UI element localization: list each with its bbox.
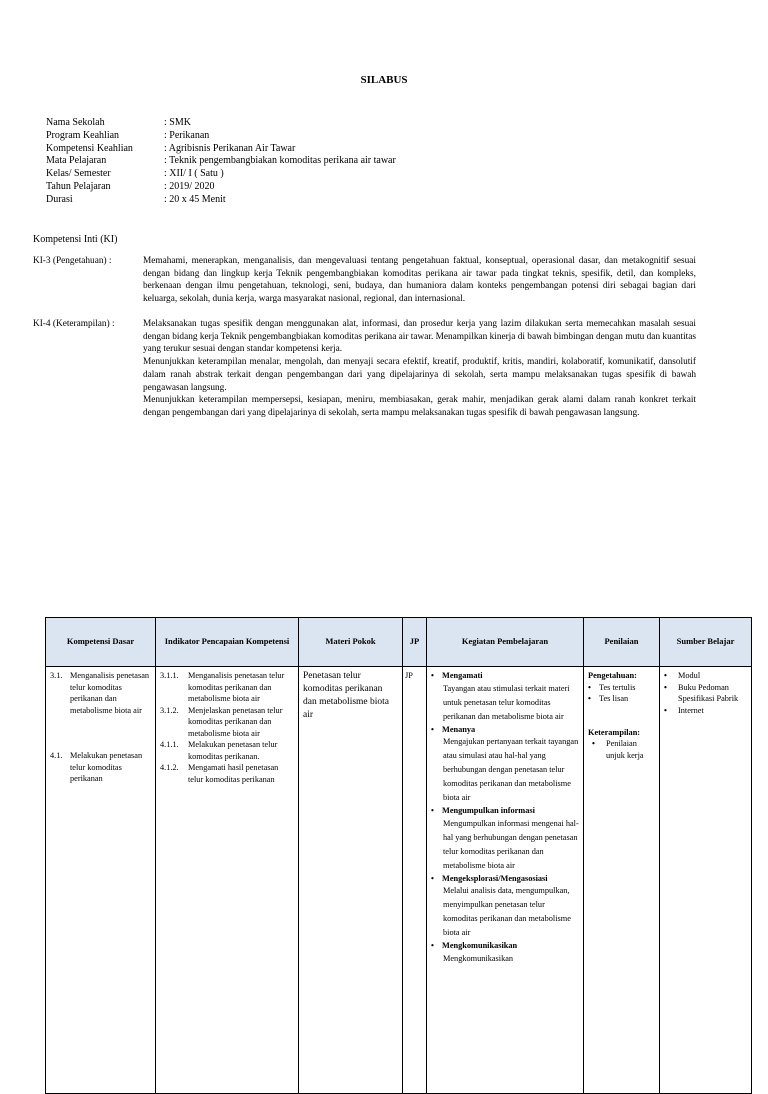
indikator-text: Melakukan penetasan telur komoditas perikanan. <box>188 740 278 761</box>
info-label: Durasi <box>46 193 73 205</box>
ki3-label: KI-3 (Pengetahuan) : <box>33 256 112 266</box>
sumber-text: Modul <box>678 671 701 680</box>
ki3-paragraph: Memahami, menerapkan, menganalisis, dan mengevaluasi tentang pengetahuan faktual, konseptual, operasional dasar, dan metakognitif sesuai dengan bidang dan lingkup kerja Teknik pengembangbiakan komoditas perikana air tawar pada tingkat teknis, spesifik, detil, dan kompleks, berkenaan dengan ilmu pengetahuan, teknologi, seni, budaya, dan humaniora dalam konteks pengembangan potensi diri sebagai bagian dari keluarga, sekolah, dunia kerja, warga masyarakat nasional, regional, dan internasional. <box>143 256 696 305</box>
penilaian-cell <box>584 667 660 1094</box>
bullet-icon: • <box>664 705 667 715</box>
header-sumber-belajar: Sumber Belajar <box>660 618 752 667</box>
jp-cell: JP <box>403 667 427 1094</box>
header-indikator: Indikator Pencapaian Kompetensi <box>156 618 299 667</box>
header-kegiatan: Kegiatan Pembelajaran <box>427 618 584 667</box>
kd-item <box>50 670 151 716</box>
kegiatan-item <box>431 724 579 736</box>
kegiatan-desc: Mengkomunikasikan <box>443 953 514 963</box>
indikator-text: Menganalisis penetasan telur komoditas perikanan dan metabolisme biota air <box>188 671 285 703</box>
sumber-item <box>664 682 747 705</box>
kegiatan-title: Menanya <box>442 724 476 734</box>
ki3-text <box>143 255 696 306</box>
bullet-icon: • <box>431 671 434 680</box>
kd-text: Menganalisis penetasan telur komoditas perikanan dan metabolisme biota air <box>70 671 150 715</box>
kd-item <box>50 750 151 785</box>
indikator-number: 3.1.2. <box>160 705 179 715</box>
info-label: Kelas/ Semester <box>46 168 111 180</box>
penilaian-item <box>588 738 655 761</box>
penilaian-item <box>588 693 655 705</box>
sumber-text: Buku Pedoman Spesifikasi Pabrik <box>678 682 739 703</box>
penilaian-item <box>588 682 655 694</box>
info-row <box>46 181 396 194</box>
header-jp: JP <box>403 618 427 667</box>
table-header-row <box>46 618 752 667</box>
info-row <box>46 130 396 143</box>
bullet-icon: • <box>588 682 591 692</box>
syllabus-table <box>45 617 752 1094</box>
penilaian-text: Penilaian unjuk kerja <box>606 739 644 760</box>
info-row <box>46 155 396 168</box>
info-label: Tahun Pelajaran <box>46 180 111 192</box>
info-row <box>46 143 396 156</box>
indikator-item <box>160 705 294 740</box>
bullet-icon: • <box>588 694 591 703</box>
info-value: : XII/ I ( Satu ) <box>164 168 224 180</box>
penilaian-pengetahuan-label: Pengetahuan: <box>588 671 637 680</box>
kegiatan-desc: Tayangan atau stimulasi terkait materi untuk penetasan telur komoditas perikanan dan metabolisme biota air <box>443 683 570 721</box>
kegiatan-cell <box>427 667 584 1094</box>
info-label: Mata Pelajaran <box>46 155 107 167</box>
kegiatan-item <box>431 940 579 952</box>
info-value: : Teknik pengembangbiakan komoditas perikana air tawar <box>164 155 396 167</box>
kd-number: 3.1. <box>50 671 63 680</box>
bullet-icon: • <box>431 806 434 815</box>
kegiatan-item <box>431 873 579 885</box>
document-title: SILABUS <box>360 74 408 86</box>
kd-text: Melakukan penetasan telur komoditas perikanan <box>70 751 143 783</box>
indikator-cell <box>156 667 299 1094</box>
sumber-item <box>664 705 747 717</box>
indikator-item <box>160 739 294 762</box>
info-value: : 20 x 45 Menit <box>164 193 226 205</box>
info-value: : Perikanan <box>164 129 210 141</box>
info-row <box>46 117 396 130</box>
kegiatan-item <box>431 670 579 682</box>
kegiatan-desc: Mengumpulkan informasi mengenai hal-hal yang berhubungan dengan penetasan telur komoditas perikanan dan metabolisme biota air <box>443 818 579 870</box>
kegiatan-desc: Melalui analisis data, mengumpulkan, menyimpulkan penetasan telur komoditas perikanan dan metabolisme biota air <box>443 886 571 937</box>
header-materi-pokok: Materi Pokok <box>299 618 403 667</box>
info-row <box>46 168 396 181</box>
header-kompetensi-dasar: Kompetensi Dasar <box>46 618 156 667</box>
ki-heading: Kompetensi Inti (KI) <box>33 234 118 245</box>
ki4-text <box>143 318 696 420</box>
ki4-paragraph: Menunjukkan keterampilan menalar, mengolah, dan menyaji secara efektif, kreatif, produktif, kritis, mandiri, kolaboratif, komunikatif, dansolutif dalam ranah abstrak terkait dengan pengembangan dari yang dipelajarinya di sekolah, serta mampu melaksanakan tugas spesifik di bawah pengawasan langsung. <box>143 357 696 393</box>
info-value: : 2019/ 2020 <box>164 180 215 192</box>
sumber-text: Internet <box>678 705 704 715</box>
indikator-item <box>160 670 294 705</box>
indikator-number: 3.1.1. <box>160 671 179 680</box>
penilaian-text: Tes tertulis <box>599 682 636 692</box>
indikator-text: Mengamati hasil penetasan telur komoditas perikanan <box>188 763 279 784</box>
ki4-paragraph: Melaksanakan tugas spesifik dengan menggunakan alat, informasi, dan prosedur kerja yang lazim dilakukan serta memecahkan masalah sesuai dengan bidang kerja Teknik pengembangbiakan komoditas perikana air tawar. Menampilkan kinerja di bawah bimbingan dengan mutu dan kuantitas yang terukur sesuai dengan standar kompetensi kerja. <box>143 319 696 355</box>
kegiatan-title: Mengeksplorasi/Mengasosiasi <box>442 873 548 883</box>
info-value: : Agribisnis Perikanan Air Tawar <box>164 142 296 154</box>
info-row <box>46 194 396 207</box>
kegiatan-title: Mengamati <box>442 671 483 680</box>
header-penilaian: Penilaian <box>584 618 660 667</box>
penilaian-keterampilan-label: Keterampilan: <box>588 727 641 737</box>
info-label: Program Keahlian <box>46 129 120 141</box>
indikator-text: Menjelaskan penetasan telur komoditas perikanan dan metabolisme biota air <box>188 705 283 738</box>
school-info <box>46 117 396 207</box>
info-value: : SMK <box>164 117 191 128</box>
kegiatan-desc: Mengajukan pertanyaan terkait tayangan atau simulasi atau hal-hal yang berhubungan dengan penetasan telur komoditas perikanan dan metabolisme biota air <box>443 737 579 802</box>
info-label: Nama Sekolah <box>46 117 105 128</box>
kegiatan-item <box>431 805 579 817</box>
bullet-icon: • <box>431 724 434 734</box>
indikator-item <box>160 762 294 785</box>
bullet-icon: • <box>664 671 667 680</box>
bullet-icon: • <box>431 941 434 950</box>
penilaian-text: Tes lisan <box>599 694 629 703</box>
info-label: Kompetensi Keahlian <box>46 142 133 154</box>
sumber-item <box>664 670 747 682</box>
kegiatan-title: Mengkomunikasikan <box>442 941 518 950</box>
bullet-icon: • <box>592 739 595 748</box>
table-row <box>46 667 752 1094</box>
kd-number: 4.1. <box>50 751 63 760</box>
kegiatan-title: Mengumpulkan informasi <box>442 806 535 815</box>
indikator-number: 4.1.1. <box>160 740 179 749</box>
bullet-icon: • <box>431 873 434 883</box>
kd-cell <box>46 667 156 1094</box>
ki4-label: KI-4 (Keterampilan) : <box>33 319 115 329</box>
materi-cell: Penetasan telur komoditas perikanan dan metabolisme biota air <box>299 667 403 1094</box>
ki4-paragraph: Menunjukkan keterampilan mempersepsi, kesiapan, meniru, membiasakan, gerak mahir, menjadikan gerak alami dalam ranah konkret terkait dengan pengembangan dari yang dipelajarinya di sekolah, serta mampu melaksanakan tugas spesifik di bawah pengawasan langsung. <box>143 395 696 418</box>
bullet-icon: • <box>664 682 667 692</box>
indikator-number: 4.1.2. <box>160 763 179 772</box>
sumber-cell <box>660 667 752 1094</box>
